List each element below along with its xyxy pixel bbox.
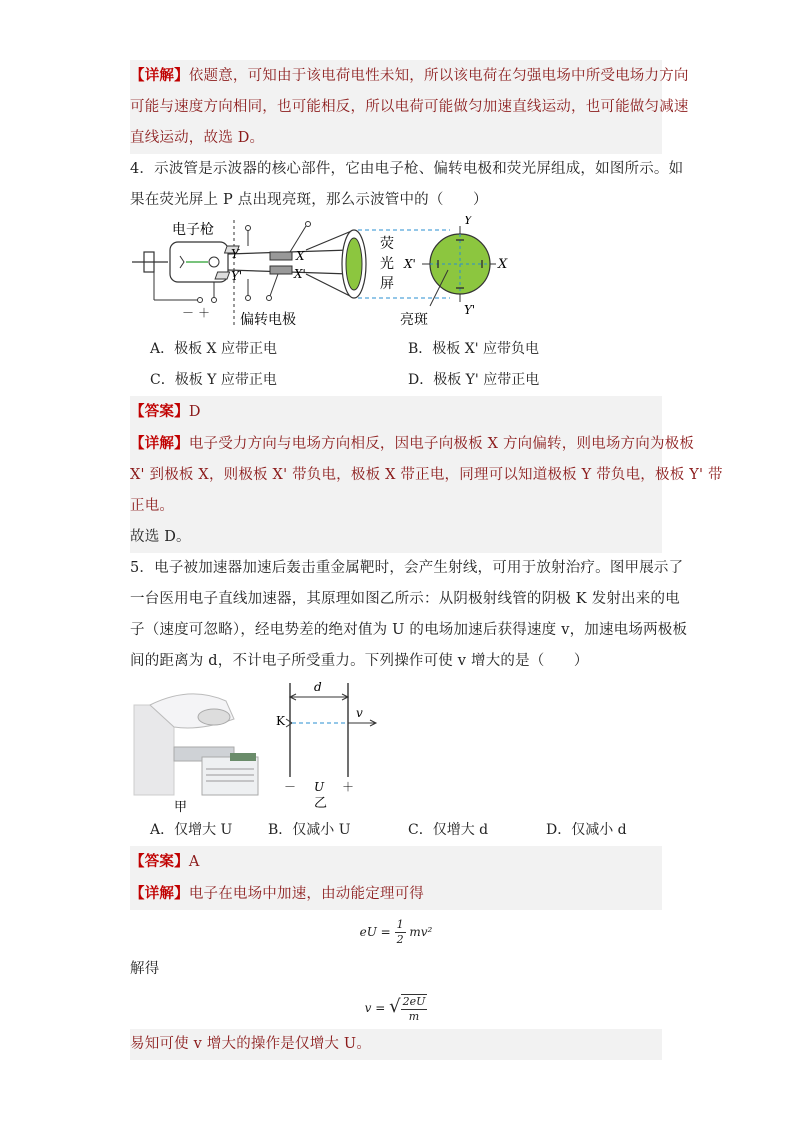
answer-line: 【答案】A [130, 853, 200, 870]
option-c[interactable]: C．极板 Y 应带正电 [150, 372, 277, 388]
svg-text:光: 光 [380, 256, 394, 272]
answer-block [130, 846, 662, 910]
detail-tag: 【详解】 [130, 67, 189, 84]
svg-text:d: d [314, 680, 322, 694]
options-row [130, 365, 662, 396]
answer-line: 【答案】D [130, 403, 201, 420]
svg-text:乙: 乙 [314, 796, 328, 811]
svg-text:甲: 甲 [174, 800, 188, 815]
gun-label: 电子枪 [172, 222, 214, 238]
option-d[interactable]: D．极板 Y' 应带正电 [408, 372, 540, 388]
question-text: 果在荧光屏上 P 点出现亮斑，那么示波管中的（ ） [130, 192, 488, 208]
detail-line: X' 到极板 X，则极板 X' 带负电，极板 X 带正电，同理可以知道极板 Y 带负电，极板 Y' 带 [130, 467, 723, 483]
oscilloscope-figure [130, 216, 662, 334]
svg-text:Y': Y' [231, 269, 243, 283]
options-row [130, 815, 662, 846]
svg-text:X': X' [404, 257, 416, 271]
svg-text:荧: 荧 [380, 236, 394, 252]
svg-text:X: X [296, 249, 305, 263]
options-row [130, 334, 662, 365]
svg-text:亮斑: 亮斑 [400, 312, 428, 328]
svg-text:Y': Y' [464, 303, 476, 317]
equation-2: v = √ $\frac{2eU}{m}$ [364, 994, 426, 1023]
svg-text:Y: Y [464, 216, 472, 227]
detail-line: 【详解】电子受力方向与电场方向相反，因电子向极板 X 方向偏转，则电场方向为极板 [130, 435, 695, 452]
option-c[interactable]: C．仅增大 d [408, 822, 489, 838]
svg-text:－: － [182, 306, 195, 320]
option-b[interactable]: B．仅减小 U [268, 822, 351, 838]
option-a[interactable]: A．仅增大 U [150, 822, 233, 838]
question-5 [130, 553, 688, 1060]
solve-label: 解得 [130, 961, 160, 977]
svg-text:Y: Y [231, 247, 239, 261]
svg-text:－: － [284, 780, 297, 794]
answer-block [130, 396, 723, 553]
svg-text:＋: ＋ [198, 306, 211, 320]
document-page [130, 60, 723, 1060]
question-text: 子（速度可忽略），经电势差的绝对值为 U 的电场加速后获得速度 v，加速电场两极板 [130, 622, 688, 638]
detail-line: 【详解】电子在电场中加速，由动能定理可得 [130, 885, 425, 902]
option-d[interactable]: D．仅减小 d [546, 822, 627, 838]
conclusion-block [130, 1029, 662, 1060]
svg-text:v: v [356, 706, 363, 720]
detail-line: 正电。 [130, 498, 175, 514]
oscilloscope-diagram [130, 216, 662, 334]
question-4 [130, 154, 723, 553]
fraction: $\frac{2eU}{m}$ [402, 994, 426, 1023]
svg-text:X': X' [294, 267, 306, 281]
svg-text:＋: ＋ [342, 780, 355, 794]
equation-1: eU = $\frac{1}{2}$ mv² [359, 918, 433, 946]
svg-text:U: U [314, 780, 325, 794]
option-a[interactable]: A．极板 X 应带正电 [150, 341, 277, 357]
question-text: 间的距离为 d，不计电子所受重力。下列操作可使 v 增大的是（ ） [130, 653, 589, 669]
svg-text:屏: 屏 [380, 276, 394, 292]
question-text: 5．电子被加速器加速后轰击重金属靶时，会产生射线，可用于放射治疗。图甲展示了 [130, 560, 684, 576]
svg-text:X: X [498, 257, 508, 272]
detail-line: 故选 D。 [130, 529, 191, 545]
option-b[interactable]: B．极板 X' 应带负电 [408, 341, 540, 357]
detail-line: 可能与速度方向相同，也可能相反，所以电荷可能做匀加速直线运动，也可能做匀减速 [130, 99, 689, 115]
answer-value: D [188, 404, 201, 420]
detail-line: 直线运动，故选 D。 [130, 130, 265, 146]
fraction: $\frac{1}{2}$ [396, 918, 404, 946]
detail-line: 【详解】依题意，可知由于该电荷电性未知，所以该电荷在匀强电场中所受电场力方向 [130, 67, 689, 84]
svg-text:K: K [276, 714, 285, 728]
sqrt-icon: √ [389, 996, 401, 1017]
question-text: 4．示波管是示波器的核心部件，它由电子枪、偏转电极和荧光屏组成，如图所示。如 [130, 161, 684, 177]
accelerator-diagram [130, 677, 662, 815]
accelerator-figure [130, 677, 662, 815]
question-text: 一台医用电子直线加速器，其原理如图乙所示：从阴极射线管的阴极 K 发射出来的电 [130, 591, 680, 607]
conclusion-line: 易知可使 v 增大的操作是仅增大 U。 [130, 1036, 372, 1052]
previous-detail-block [130, 60, 689, 154]
linac-photo [134, 694, 258, 795]
answer-value: A [188, 854, 200, 870]
svg-text:偏转电极: 偏转电极 [240, 312, 296, 328]
